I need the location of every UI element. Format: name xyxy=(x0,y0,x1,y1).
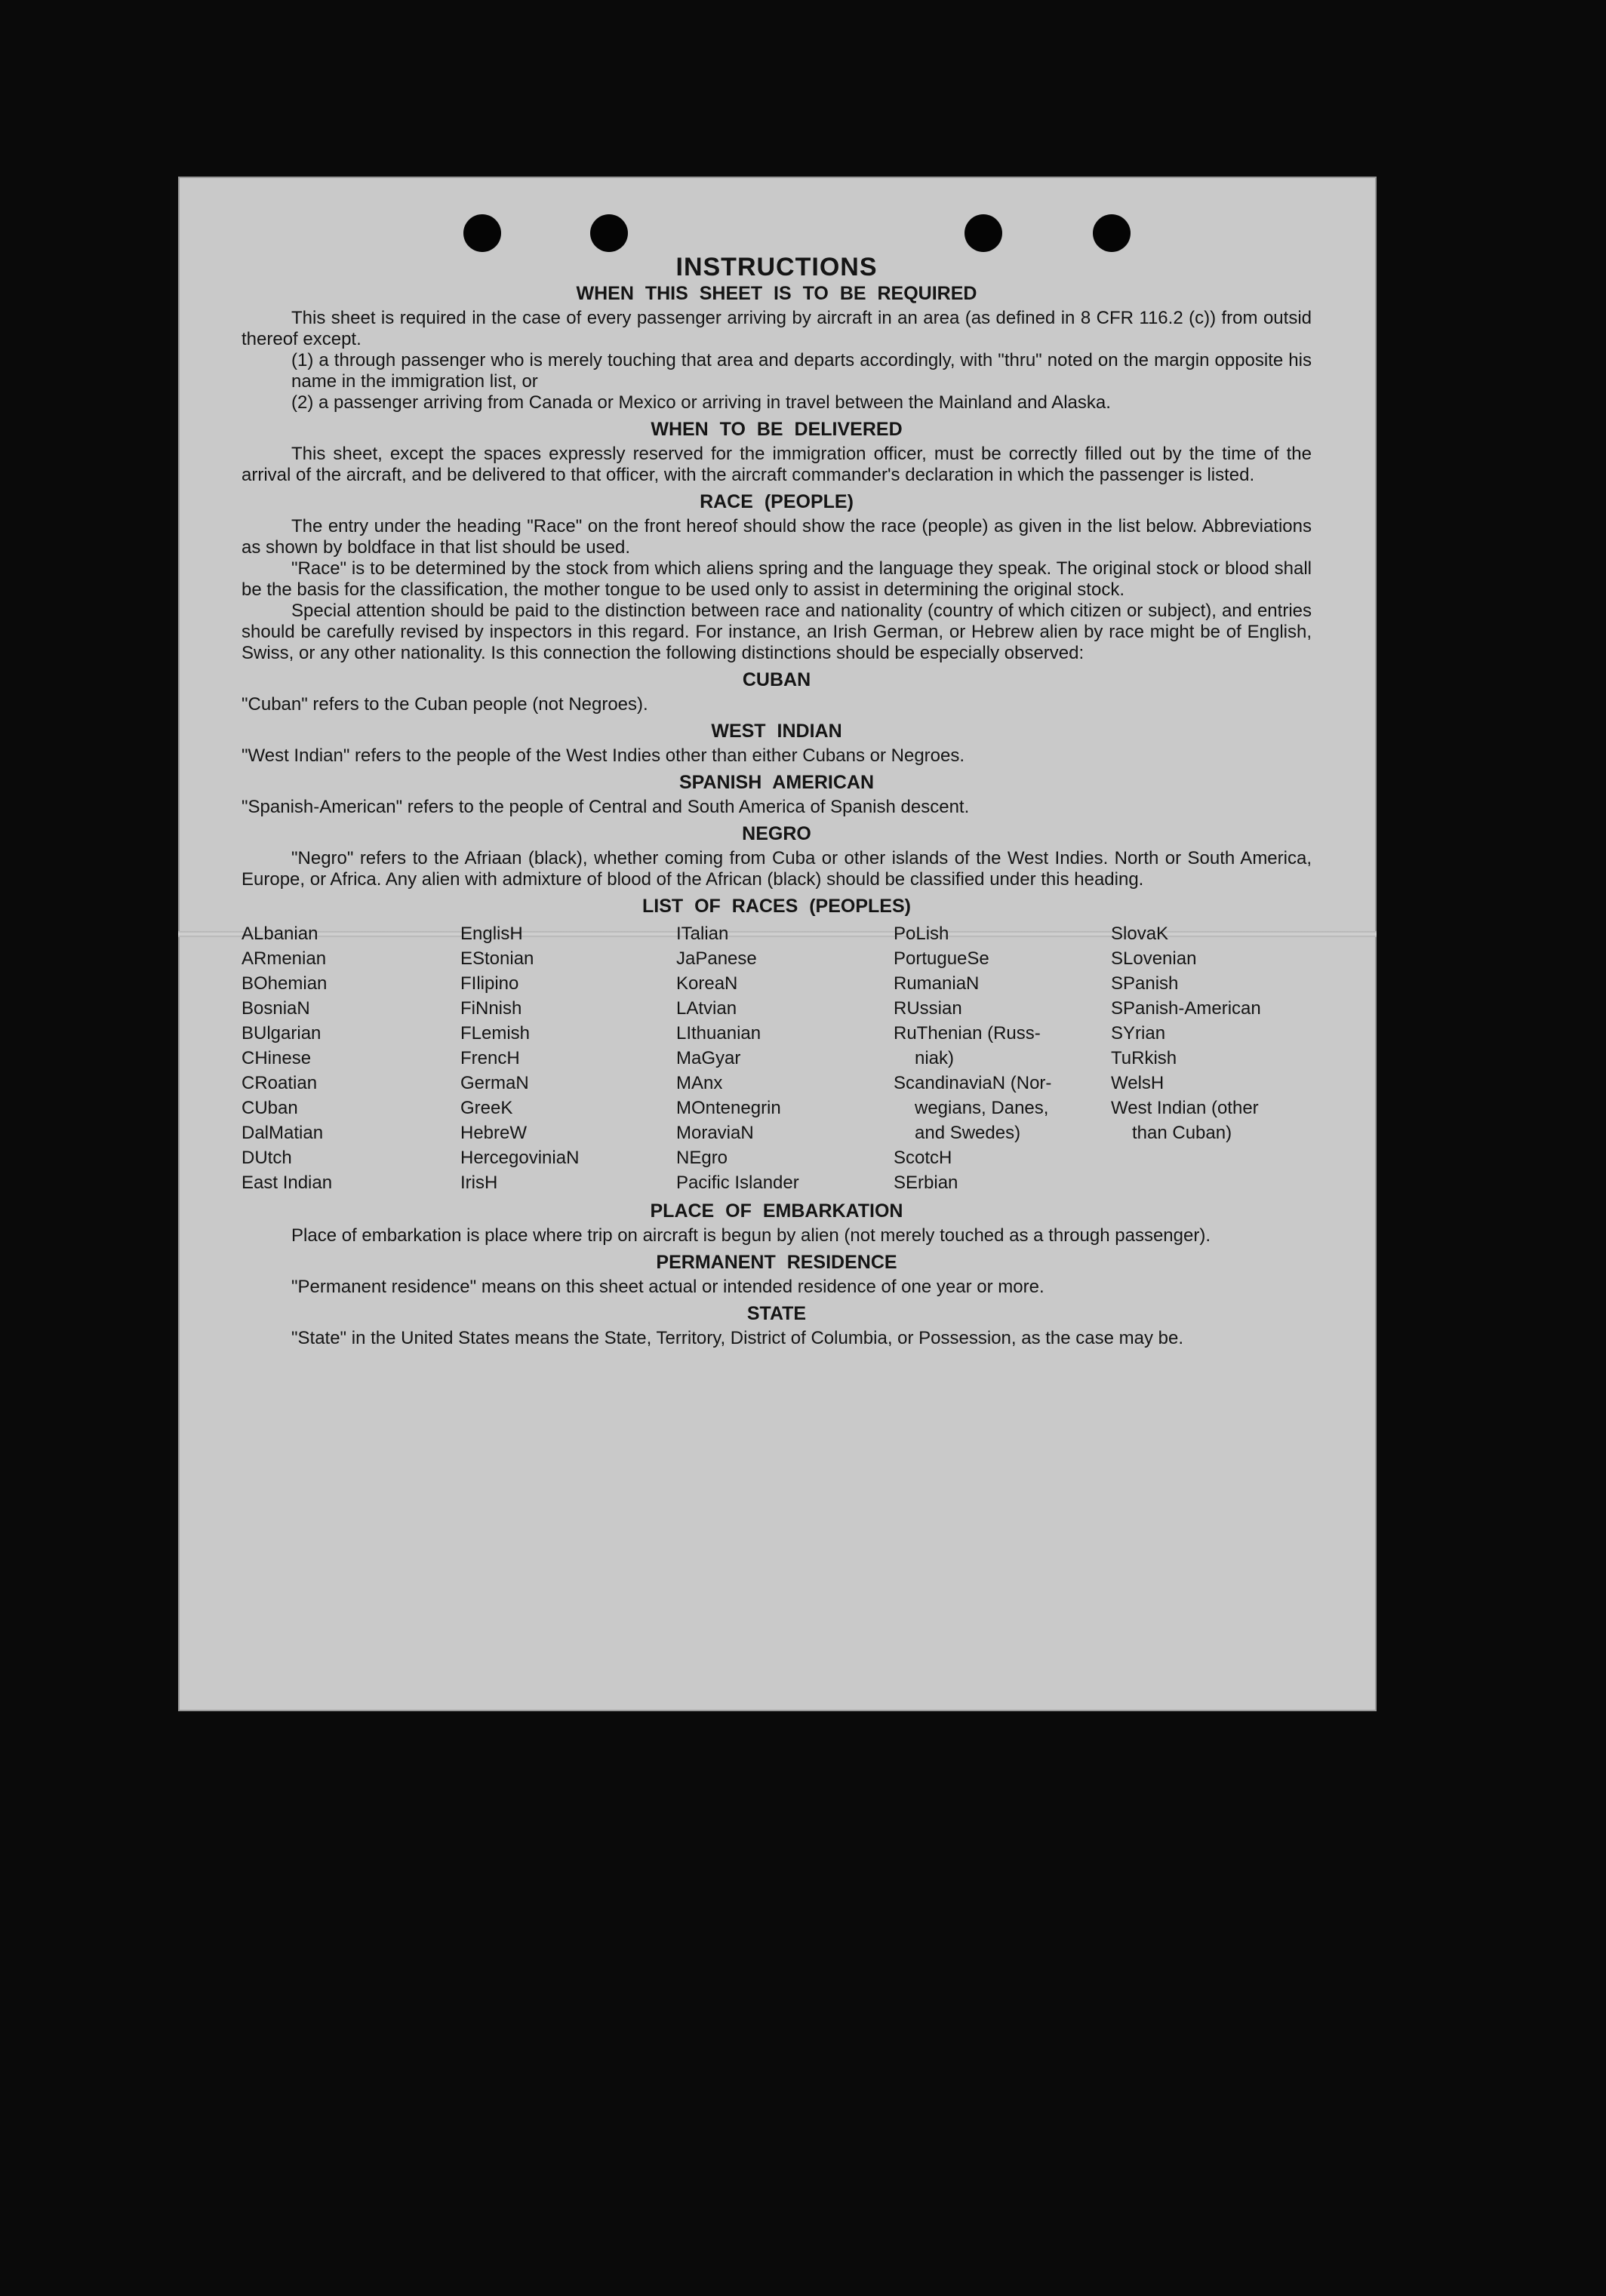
race-item: CRoatian xyxy=(242,1073,318,1093)
paragraph: This sheet is required in the case of every passenger arriving by aircraft in an area (as defined in 8 CFR 116.2 (c)) from outsid thereof except. xyxy=(242,308,1312,349)
heading-permanent-residence: PERMANENT RESIDENCE xyxy=(656,1252,897,1273)
race-item: SPanish-American xyxy=(1111,998,1261,1019)
race-item: BosniaN xyxy=(242,998,310,1019)
race-item: FLemish xyxy=(460,1023,531,1043)
page-title: INSTRUCTIONS xyxy=(675,253,878,281)
race-item: KoreaN xyxy=(676,973,738,994)
race-item: RuThenian (Russ- xyxy=(894,1023,1041,1043)
punch-hole xyxy=(1093,214,1131,252)
heading-spanish-american: SPANISH AMERICAN xyxy=(678,772,874,793)
heading-embarkation: PLACE OF EMBARKATION xyxy=(650,1200,903,1222)
races-table xyxy=(242,921,1312,1195)
race-item: than Cuban) xyxy=(1132,1123,1232,1143)
punch-hole xyxy=(463,214,501,252)
heading-race: RACE (PEOPLE) xyxy=(700,491,854,512)
paragraph: (1) a through passenger who is merely touching that area and departs accordingly, with "thru" noted on the margin opposite his name in the immigration list, or xyxy=(291,350,1312,392)
race-item: MaGyar xyxy=(676,1048,741,1068)
race-item: Pacific Islander xyxy=(676,1173,799,1193)
race-item: ScandinaviaN (Nor- xyxy=(894,1073,1052,1093)
race-item: EStonian xyxy=(460,948,534,969)
punch-hole xyxy=(965,214,1002,252)
races-column xyxy=(460,921,676,1195)
paragraph: This sheet, except the spaces expressly reserved for the immigration officer, must be correctly filled out by the time of the arrival of the aircraft, and be delivered to that officer, with the aircraft commander's declaration in which the passenger is listed. xyxy=(242,444,1312,485)
race-item: BOhemian xyxy=(242,973,328,994)
paragraph: Place of embarkation is place where trip on aircraft is begun by alien (not merely touched as a through passenger). xyxy=(291,1225,1211,1246)
heading-when-delivered: WHEN TO BE DELIVERED xyxy=(651,419,903,440)
race-item: JaPanese xyxy=(676,948,757,969)
paragraph: "Race" is to be determined by the stock from which aliens spring and the language they speak. The original stock or blood shall be the basis for the classification, the mother tongue to be used only to assist in determining the original stock. xyxy=(242,558,1312,600)
race-item: TuRkish xyxy=(1111,1048,1177,1068)
race-item: ScotcH xyxy=(894,1148,952,1168)
heading-list-of-races: LIST OF RACES (PEOPLES) xyxy=(642,896,911,917)
race-item: IrisH xyxy=(460,1173,498,1193)
race-item: SlovaK xyxy=(1111,924,1169,944)
race-item: NEgro xyxy=(676,1148,728,1168)
race-item: MAnx xyxy=(676,1073,723,1093)
paragraph: "Cuban" refers to the Cuban people (not Negroes). xyxy=(242,694,648,715)
race-item: HercegoviniaN xyxy=(460,1148,580,1168)
heading-negro: NEGRO xyxy=(742,823,811,844)
races-column xyxy=(676,921,894,1195)
race-item: niak) xyxy=(915,1048,955,1068)
race-item: CUban xyxy=(242,1098,298,1118)
paragraph: "State" in the United States means the State, Territory, District of Columbia, or Possession, as the case may be. xyxy=(291,1328,1184,1348)
races-column xyxy=(242,921,460,1195)
race-item: RumaniaN xyxy=(894,973,980,994)
heading-state: STATE xyxy=(746,1303,807,1324)
paragraph: Special attention should be paid to the distinction between race and nationality (country of which citizen or subject), and entries should be carefully revised by inspectors in this regard. For instance, an Irish German, or Hebrew alien by race might be of English, Swiss, or any other nationality. Is this connection the following distinctions should be especially observed: xyxy=(242,601,1312,663)
race-item: MoraviaN xyxy=(676,1123,754,1143)
paragraph: "Spanish-American" refers to the people of Central and South America of Spanish descent. xyxy=(242,797,970,817)
heading-when-required: WHEN THIS SHEET IS TO BE REQUIRED xyxy=(576,283,977,304)
race-item: EnglisH xyxy=(460,924,523,944)
races-column xyxy=(1111,921,1312,1195)
race-item: ALbanian xyxy=(242,924,318,944)
paragraph: "Negro" refers to the Afriaan (black), whether coming from Cuba or other islands of the West Indies. North or South America, Europe, or Africa. Any alien with admixture of blood of the African (black) should be classified under this heading. xyxy=(242,848,1312,890)
race-item: East Indian xyxy=(242,1173,333,1193)
race-item: West Indian (other xyxy=(1111,1098,1259,1118)
race-item: SPanish xyxy=(1111,973,1179,994)
race-item: LIthuanian xyxy=(676,1023,761,1043)
race-item: FiNnish xyxy=(460,998,522,1019)
race-item: PoLish xyxy=(894,924,949,944)
paragraph: (2) a passenger arriving from Canada or Mexico or arriving in travel between the Mainland and Alaska. xyxy=(291,392,1111,413)
paragraph: "Permanent residence" means on this sheet actual or intended residence of one year or more. xyxy=(291,1277,1045,1297)
document-sheet xyxy=(178,177,1377,1711)
race-item: ITalian xyxy=(676,924,729,944)
instructions-content xyxy=(242,254,1312,1349)
race-item: GreeK xyxy=(460,1098,513,1118)
race-item: ARmenian xyxy=(242,948,327,969)
races-column xyxy=(894,921,1111,1195)
race-item: SLovenian xyxy=(1111,948,1197,969)
race-item: wegians, Danes, xyxy=(915,1098,1049,1118)
race-item: HebreW xyxy=(460,1123,528,1143)
race-item: CHinese xyxy=(242,1048,312,1068)
race-item: LAtvian xyxy=(676,998,737,1019)
paragraph: The entry under the heading "Race" on the front hereof should show the race (people) as given in the list below. Abbreviations as shown by boldface in that list should be used. xyxy=(242,516,1312,558)
punch-hole xyxy=(590,214,628,252)
race-item: MOntenegrin xyxy=(676,1098,781,1118)
race-item: PortugueSe xyxy=(894,948,989,969)
race-item: RUssian xyxy=(894,998,962,1019)
race-item: DUtch xyxy=(242,1148,292,1168)
race-item: SErbian xyxy=(894,1173,958,1193)
race-item: and Swedes) xyxy=(915,1123,1021,1143)
race-item: GermaN xyxy=(460,1073,529,1093)
race-item: BUlgarian xyxy=(242,1023,322,1043)
race-item: FrencH xyxy=(460,1048,520,1068)
race-item: WelsH xyxy=(1111,1073,1165,1093)
race-item: FIlipino xyxy=(460,973,519,994)
heading-cuban: CUBAN xyxy=(742,669,811,690)
heading-west-indian: WEST INDIAN xyxy=(711,721,842,742)
race-item: DalMatian xyxy=(242,1123,324,1143)
paragraph: "West Indian" refers to the people of the West Indies other than either Cubans or Negroes. xyxy=(242,745,965,766)
race-item: SYrian xyxy=(1111,1023,1166,1043)
